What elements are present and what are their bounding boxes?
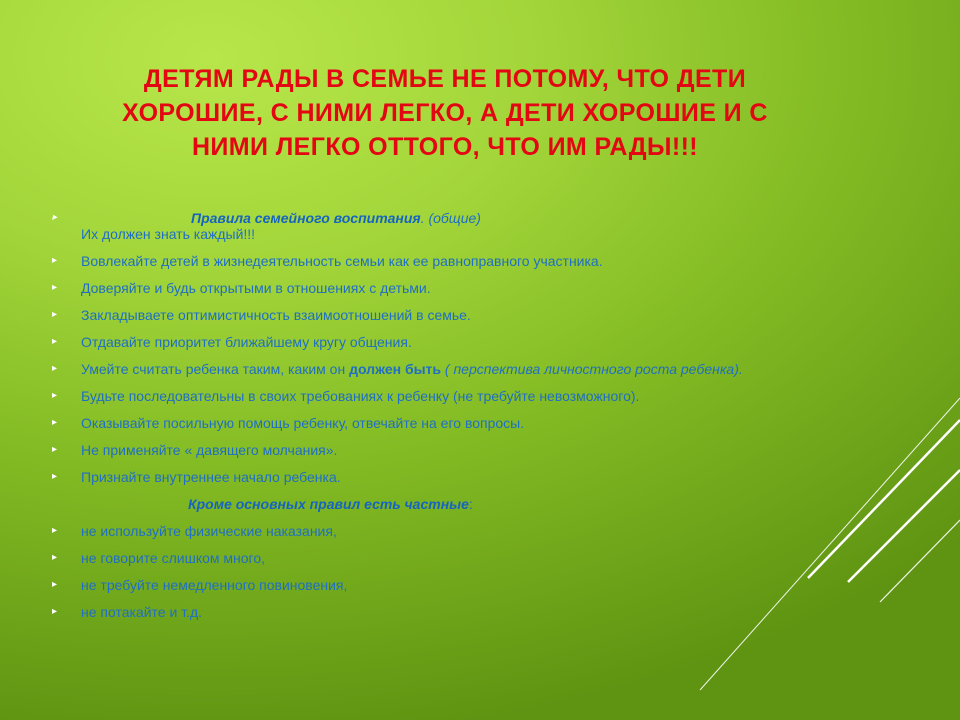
rules-heading-note: (общие) (424, 210, 481, 226)
rules-heading-subline: Их должен знать каждый!!! (81, 226, 256, 242)
private-rules-heading: Кроме основных правил есть частные: (188, 496, 473, 512)
bullet-icon: ▸ (52, 525, 58, 536)
rules-heading-title: Правила семейного воспитания (191, 210, 421, 226)
bullet-icon: ▸ (52, 579, 58, 590)
bullet-icon: ▸ (52, 444, 58, 455)
emphasis-text: должен быть (349, 361, 442, 377)
rules-heading: ▸ Правила семейного воспитания. (общие) (52, 210, 481, 226)
bullet-icon: ▸ (52, 212, 58, 223)
list-item: ▸ Умейте считать ребенка таким, каким он должен быть ( перспектива личностного роста ребенка). (52, 361, 743, 377)
bullet-icon: ▸ (52, 606, 58, 617)
bullet-icon: ▸ (52, 471, 58, 482)
list-item: ▸ Оказывайте посильную помощь ребенку, отвечайте на его вопросы. (52, 415, 525, 431)
bullet-icon: ▸ (52, 390, 58, 401)
bullet-icon: ▸ (52, 552, 58, 563)
bullet-icon: ▸ (52, 417, 58, 428)
list-item: ▸ не говорите слишком много, (52, 550, 266, 566)
bullet-icon: ▸ (52, 309, 58, 320)
bullet-icon: ▸ (52, 363, 58, 374)
list-item: ▸ не используйте физические наказания, (52, 523, 337, 539)
list-item: ▸ не потакайте и т.д. (52, 604, 202, 620)
list-item: ▸ Не применяйте « давящего молчания». (52, 442, 338, 458)
list-item: ▸ Признайте внутреннее начало ребенка. (52, 469, 341, 485)
bullet-icon: ▸ (52, 336, 58, 347)
list-item: ▸ Закладываете оптимистичность взаимоотношений в семье. (52, 307, 471, 323)
bullet-icon: ▸ (52, 255, 58, 266)
slide-title: ДЕТЯМ РАДЫ В СЕМЬЕ НЕ ПОТОМУ, ЧТО ДЕТИ ХОРОШИЕ, С НИМИ ЛЕГКО, А ДЕТИ ХОРОШИЕ И С НИМИ ЛЕГКО ОТТОГО, ЧТО ИМ РАДЫ!!! (122, 65, 768, 161)
list-item: ▸ Отдавайте приоритет ближайшему кругу общения. (52, 334, 412, 350)
list-item: ▸ Доверяйте и будь открытыми в отношениях с детьми. (52, 280, 431, 296)
list-item: ▸ Вовлекайте детей в жизнедеятельность семьи как ее равноправного участника. (52, 253, 603, 269)
bullet-icon: ▸ (52, 282, 58, 293)
list-item: ▸ не требуйте немедленного повиновения, (52, 577, 348, 593)
list-item: ▸ Будьте последовательны в своих требованиях к ребенку (не требуйте невозможного). (52, 388, 640, 404)
